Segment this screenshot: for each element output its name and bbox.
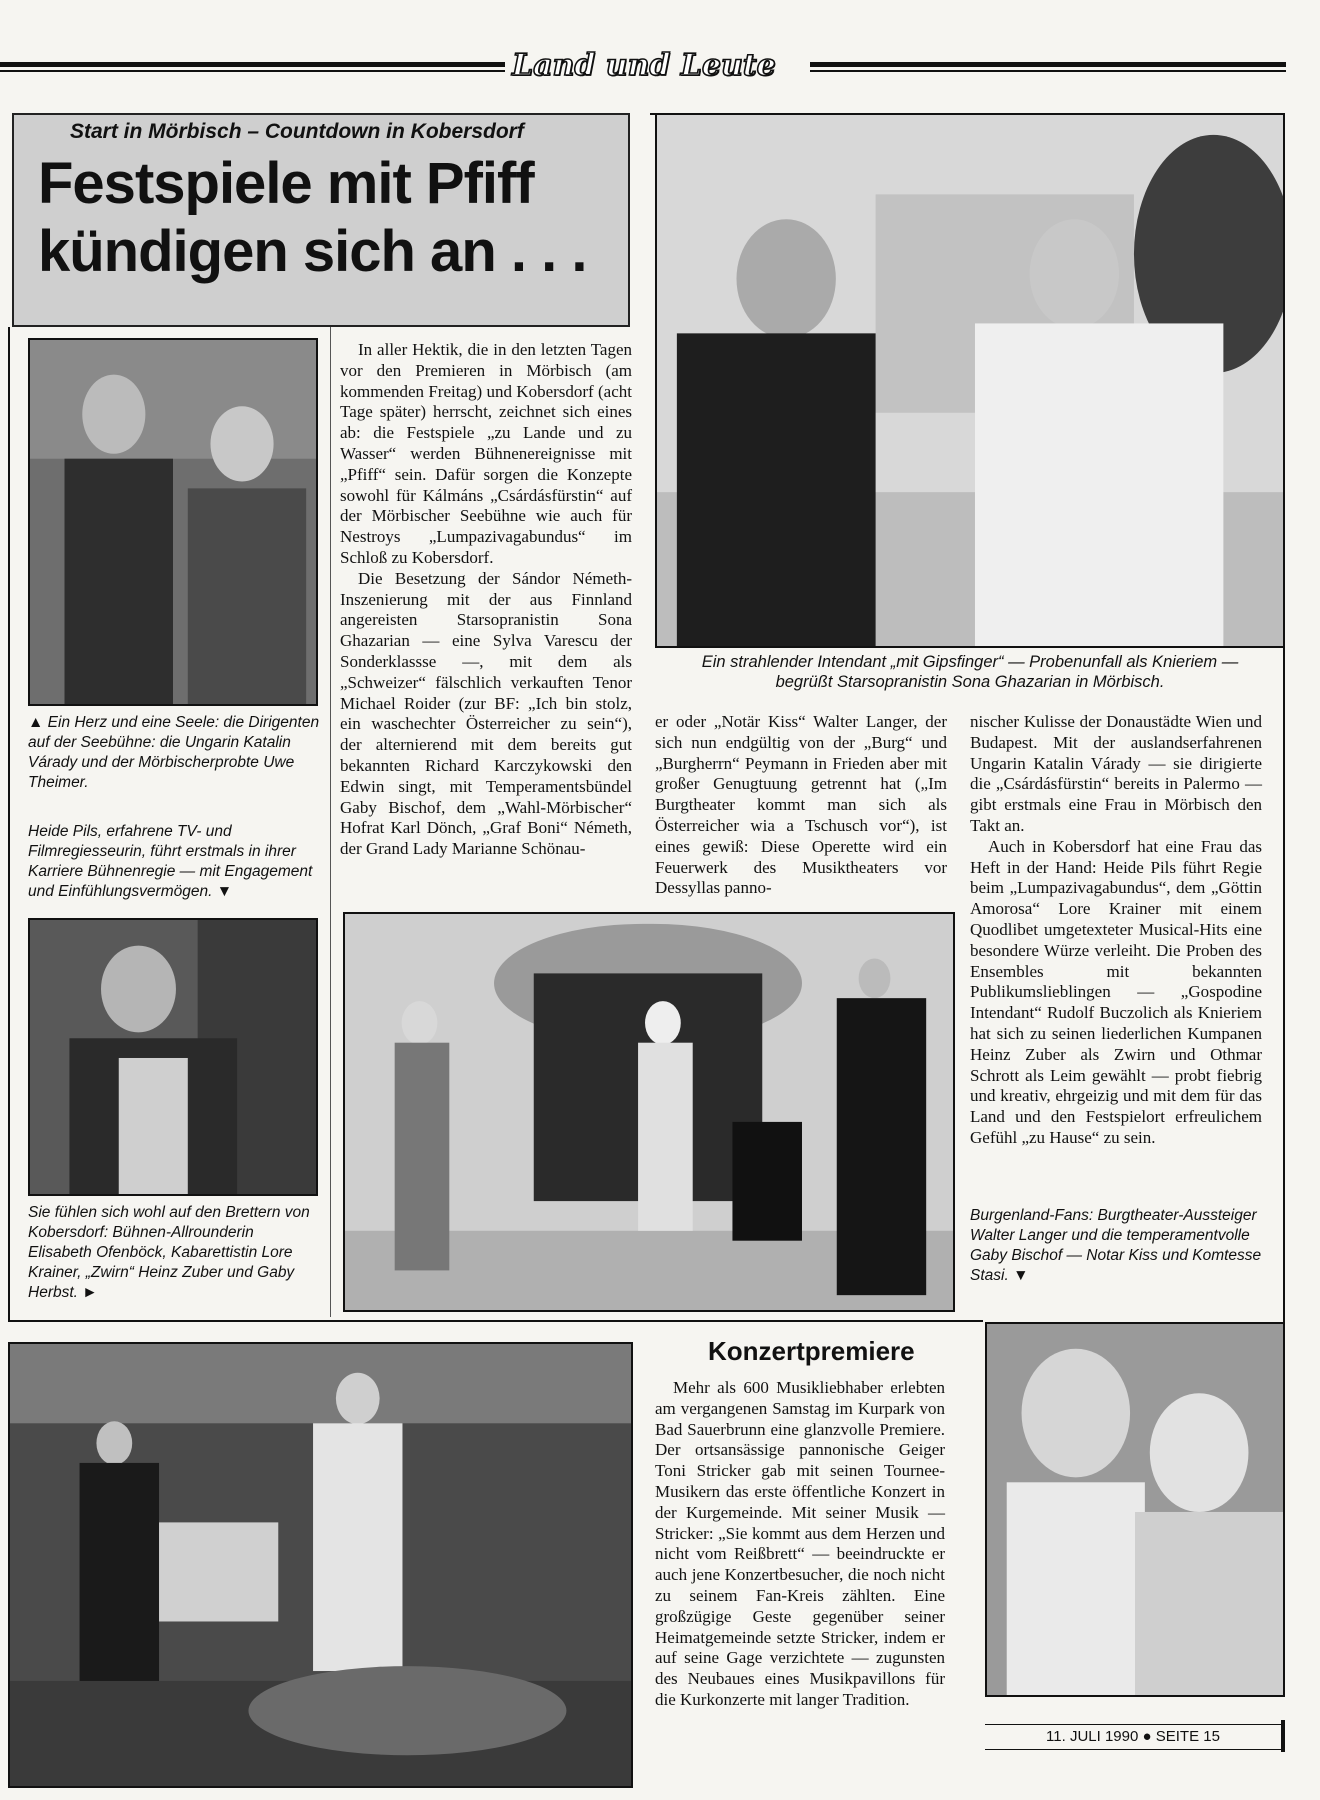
- photo-heide-pils-illustration: [30, 920, 316, 1194]
- footer-right-rule: [1281, 1720, 1285, 1752]
- masthead-rule-right-thick: [810, 62, 1286, 67]
- caption-marker-down-2: ▼: [1013, 1267, 1029, 1284]
- footer-separator: ●: [1142, 1728, 1152, 1745]
- photo-intendant: [655, 113, 1285, 648]
- caption-marker-up: ▲: [28, 714, 44, 731]
- caption-burgenland: [970, 1206, 1262, 1286]
- photo-burgenland-fans: [985, 1322, 1285, 1697]
- page-footer: [985, 1724, 1281, 1750]
- article-body-col2: [340, 340, 632, 860]
- caption-intendant: [685, 652, 1255, 692]
- caption-intendant-text: Ein strahlender Intendant „mit Gipsfinger“ — Probenunfall als Knieriem — begrüßt Starsopranistin Sona Ghazarian in Mörbisch.: [701, 653, 1239, 691]
- article-kicker: Start in Mörbisch – Countdown in Kobersdorf: [70, 120, 524, 143]
- article-headline: [38, 150, 618, 286]
- photo-heide-pils: [28, 918, 318, 1196]
- masthead-rule-left-thin: [0, 70, 505, 72]
- caption-conductors-text: Ein Herz und eine Seele: die Dirigenten auf der Seebühne: die Ungarin Katalin Várady und der Mörbischerprobte Uwe Theimer.: [28, 714, 320, 791]
- frame-divider-col1: [330, 327, 331, 1317]
- photo-rehearsal-illustration: [345, 914, 953, 1310]
- photo-burgenland-fans-illustration: [987, 1324, 1283, 1695]
- konzert-title: Konzertpremiere: [708, 1336, 915, 1366]
- caption-pils: [28, 822, 320, 902]
- konzert-body: [655, 1378, 945, 1711]
- headline-line-1: Festspiele mit Pfiff: [38, 151, 534, 216]
- caption-pils-text: Heide Pils, erfahrene TV- und Filmregiesseurin, führt erstmals in ihrer Karriere Bühnenregie — mit Engagement und Einfühlungsvermögen.: [28, 823, 313, 900]
- photo-rehearsal: [343, 912, 955, 1312]
- frame-bottom-rule: [8, 1320, 983, 1322]
- caption-kobersdorf: [28, 1203, 320, 1303]
- section-label: Land und Leute: [512, 48, 776, 83]
- photo-conductors: [28, 338, 318, 706]
- article-body-col4: [970, 712, 1262, 1149]
- caption-burgenland-text: Burgenland-Fans: Burgtheater-Aussteiger Walter Langer und die temperamentvolle Gaby Bischof — Notar Kiss und Komtesse Stasi.: [970, 1207, 1262, 1284]
- article-paragraph-2: Die Besetzung der Sándor Németh-Inszenierung mit der aus Finnland angereisten Starsopranistin Sona Ghazarian — eine Sylva Varescu der Sonderklassse —, mit dem als „Schweizer“ fälschlich verkauften Tenor Michael Roider (zur BF: „Ich bin stolz, ein waschechter Österreicher zu sein“), der alternierend mit dem bereits gut bekannten Richard Karczykowski den Edwin singt, mit Temperamentsbündel Gaby Bischof, dem „Wahl-Mörbischer“ Hofrat Karl Dönch, „Graf Boni“ Németh, der Grand Lady Marianne Schönau-: [340, 568, 632, 859]
- footer-page: SEITE 15: [1155, 1728, 1220, 1745]
- photo-intendant-illustration: [657, 115, 1283, 646]
- caption-marker-right: ►: [82, 1284, 98, 1301]
- caption-conductors: [28, 713, 320, 793]
- konzert-paragraph: Mehr als 600 Musikliebhaber erlebten am vergangenen Samstag im Kurpark von Bad Sauerbrunn eine glanzvolle Premiere. Der ortsansässige pannonische Geiger Toni Stricker gab mit seinen Tournee-Musikern das erste öffentliche Konzert in der Kurgemeinde. Mit seiner Musik — Stricker: „Sie kommt aus dem Herzen und nicht vom Reißbrett“ — beeindruckte er auch jene Konzertbesucher, die noch nicht zu seinem Fan-Kreis zählten. Eine großzügige Geste gegenüber seiner Heimatgemeinde setzte Stricker, indem er auf seine Gage verzichtete — zugunsten des Neubaues eines Musikpavillons für die Kurkonzerte mit langer Tradition.: [655, 1378, 945, 1709]
- masthead-rule-right-thin: [810, 70, 1286, 72]
- photo-concert: [8, 1342, 633, 1788]
- photo-conductors-illustration: [30, 340, 316, 704]
- article-paragraph-1: In aller Hektik, die in den letzten Tagen vor den Premieren in Mörbisch (am kommenden Freitag) und Kobersdorf (acht Tage später) herrscht, zeichnet sich eines ab: die Festspiele „zu Lande und zu Wasser“ werden Bühnenereignisse mit „Pfiff“ sein. Dafür sorgen die Konzepte sowohl für Kálmáns „Csárdásfürstin“ auf der Mörbischer Seebühne wie auch für Nestroys „Lumpazivagabundus“ im Schloß zu Kobersdorf.: [340, 340, 632, 567]
- masthead-rule-left-thick: [0, 62, 505, 67]
- frame-left-vertical: [8, 327, 10, 1322]
- article-paragraph-3: er oder „Notär Kiss“ Walter Langer, der sich nun endgültig von der „Burg“ und „Burgherrn“ Peymann in Frieden aber mit großer Genugtuung getrennt hat („Im Burgtheater kommt man sich als Österreicher wia a Tschusch vor“), ist eines gewiß: Diese Operette wird ein Feuerwerk des Musiktheaters vor Dessyllas panno-: [655, 712, 947, 898]
- caption-kobersdorf-text: Sie fühlen sich wohl auf den Brettern von Kobersdorf: Bühnen-Allrounderin Elisabeth Ofenböck, Kabarettistin Lore Krainer, „Zwirn“ Heinz Zuber und Gaby Herbst.: [28, 1204, 310, 1301]
- footer-date: 11. JULI 1990: [1046, 1728, 1139, 1745]
- article-paragraph-4: nischer Kulisse der Donaustädte Wien und Budapest. Mit der auslandserfahrenen Ungarin Katalin Várady — sie dirigierte die „Csárdásfürstin“ bereits in Palermo — gibt erstmals eine Frau in Mörbisch den Takt an.: [970, 712, 1262, 835]
- headline-line-2: kündigen sich an . . .: [38, 219, 587, 284]
- photo-concert-illustration: [10, 1344, 631, 1786]
- caption-marker-down: ▼: [216, 883, 233, 900]
- article-paragraph-5: Auch in Kobersdorf hat eine Frau das Heft in der Hand: Heide Pils führt Regie beim „Lumpazivagabundus“, dem „Göttin Amorosa“ Lore Krainer mit einem Quodlibet umgetexteter Musical-Hits eine besondere Würze verleiht. Die Proben des Ensembles mit bekannten Publikumslieblingen — „Gospodine Intendant“ Rudolf Buczolich als Knieriem hat sich zu seinen liederlichen Kumpanen Heinz Zuber als Zwirn und Othmar Schrott als Leim gewählt — probt fiebrig und kreativ, ehrgeizig und mit dem für das Land und den Festspielort erfreulichem Gefühl „zu Hause“ zu sein.: [970, 836, 1262, 1147]
- article-body-col3: [655, 712, 947, 899]
